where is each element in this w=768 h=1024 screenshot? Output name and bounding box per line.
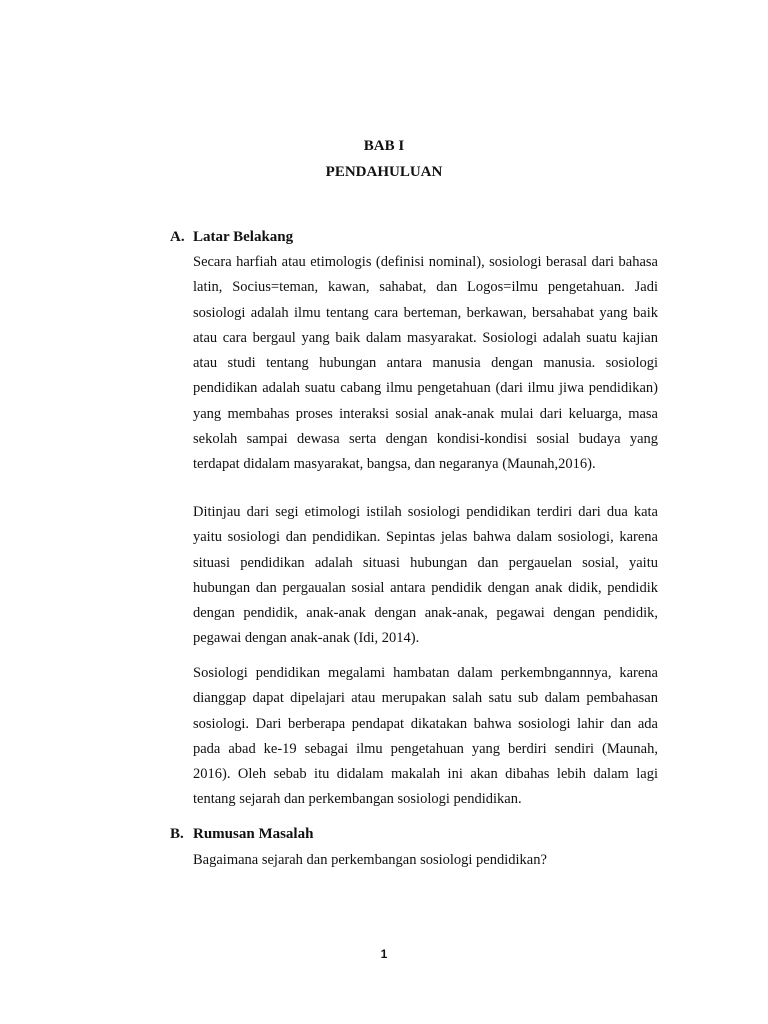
section-letter: A. <box>170 229 185 245</box>
chapter-title: PENDAHULUAN <box>325 164 443 180</box>
section-title: Latar Belakang <box>193 229 294 245</box>
section-heading-latar-belakang <box>170 227 293 247</box>
section-letter: B. <box>170 826 184 842</box>
section-heading-rumusan-masalah <box>170 824 313 844</box>
paragraph-2 <box>193 500 658 652</box>
paragraph-3 <box>193 661 658 813</box>
paragraph-text: Secara harfiah atau etimologis (definisi nominal), sosiologi berasal dari bahasa latin, Socius=teman, kawan, sahabat, dan Logos=ilmu pengetahuan. Jadi sosiologi adalah ilmu tentang cara berteman, berkawan, bersahabat yang baik atau cara bergaul yang baik dalam masyarakat. Sosiologi adalah suatu kajian atau studi tentang hubungan antara manusia dengan manusia. sosiologi pendidikan adalah suatu cabang ilmu pengetahuan (dari ilmu jiwa pendidikan) yang membahas proses interaksi sosial anak-anak mulai dari keluarga, masa sekolah sampai dewasa serta dengan kondisi-kondisi sosial budaya yang terdapat didalam masyarakat, bangsa, dan negaranya (Maunah,2016). <box>193 254 658 473</box>
chapter-number: BAB I <box>363 138 405 154</box>
paragraph-1 <box>193 250 658 478</box>
paragraph-text: Sosiologi pendidikan megalami hambatan dalam perkembngannnya, karena dianggap dapat dipelajari atau merupakan salah satu sub dalam pembahasan sosiologi. Dari berberapa pendapat dikatakan bahwa sosiologi lahir dan ada pada abad ke-19 sebagai ilmu pengetahuan yang berdiri sendiri (Maunah, 2016). Oleh sebab itu didalam makalah ini akan dibahas lebih dalam lagi tentang sejarah dan perkembangan sosiologi pendidikan. <box>193 665 658 808</box>
page-number: 1 <box>380 947 388 961</box>
paragraph-text: Ditinjau dari segi etimologi istilah sosiologi pendidikan terdiri dari dua kata yaitu sosiologi dan pendidikan. Sepintas jelas bahwa dalam sosiologi, karena situasi pendidikan adalah situasi hubungan dan pergauelan sosial, yaitu hubungan dan pergaualan sosial antara pendidik dengan anak didik, pendidik dengan pendidik, anak-anak dengan anak-anak, pegawai dengan pendidik, pegawai dengan anak-anak (Idi, 2014). <box>193 504 658 647</box>
section-title: Rumusan Masalah <box>193 826 314 842</box>
research-question: Bagaimana sejarah dan perkembangan sosiologi pendidikan? <box>193 852 547 868</box>
